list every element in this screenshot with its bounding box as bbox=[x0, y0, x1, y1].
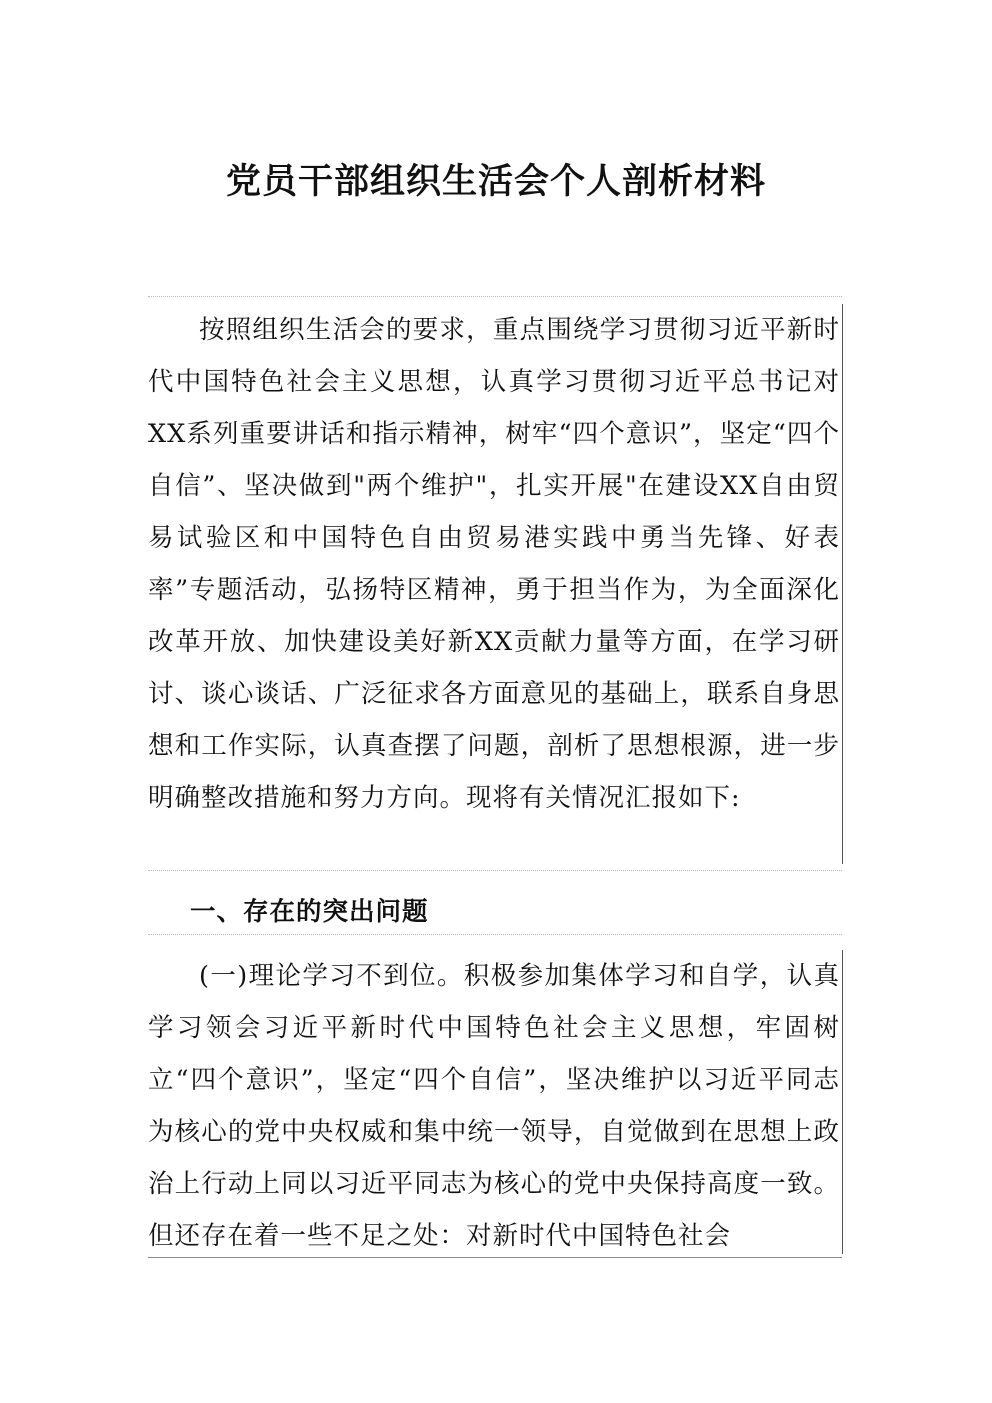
section-body-block bbox=[148, 950, 843, 1254]
document-title: 党员干部组织生活会个人剖析材料 bbox=[225, 161, 766, 202]
intro-bottom-rule bbox=[148, 870, 842, 871]
section-top-rule bbox=[148, 934, 842, 935]
page-bottom-rule bbox=[148, 1257, 842, 1258]
intro-paragraph: 按照组织生活会的要求，重点围绕学习贯彻习近平新时代中国特色社会主义思想，认真学习贯彻习近平总书记对XX系列重要讲话和指示精神，树牢“四个意识”，坚定“四个自信”、坚决做到"两个维护"，扎实开展"在建设XX自由贸易试验区和中国特色自由贸易港实践中勇当先锋、好表率”专题活动，弘扬特区精神，勇于担当作为，为全面深化改革开放、加快建设美好新XX贡献力量等方面，在学习研讨、谈心谈话、广泛征求各方面意见的基础上，联系自身思想和工作实际，认真查摆了问题，剖析了思想根源，进一步明确整改措施和努力方向。现将有关情况汇报如下: bbox=[148, 315, 840, 813]
section-heading: 一、存在的突出问题 bbox=[190, 897, 429, 927]
intro-block bbox=[148, 304, 843, 864]
intro-top-rule bbox=[148, 296, 842, 297]
section-paragraph: (一)理论学习不到位。积极参加集体学习和自学，认真学习领会习近平新时代中国特色社会主义思想，牢固树立“四个意识”，坚定“四个自信”，坚决维护以习近平同志为核心的党中央权威和集中统一领导，自觉做到在思想上政治上行动上同以习近平同志为核心的党中央保持高度一致。但还存在着一些不足之处：对新时代中国特色社会 bbox=[148, 961, 840, 1251]
